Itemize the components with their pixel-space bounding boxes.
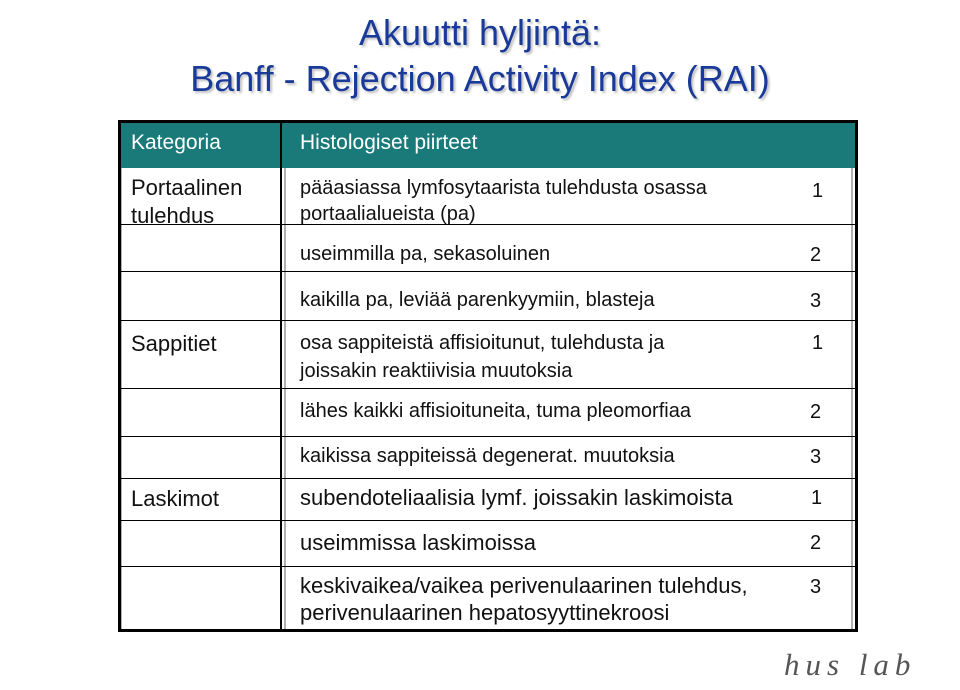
slide-title-line2: Banff - Rejection Activity Index (RAI): [190, 58, 770, 99]
feature-text: keskivaikea/vaikea perivenulaarinen tulehdus,: [300, 573, 748, 598]
score: 1: [811, 487, 823, 509]
rai-table: [118, 120, 858, 632]
score: 2: [810, 401, 822, 423]
score: 2: [810, 244, 822, 266]
category-portaalinen-line1: Portaalinen: [131, 175, 243, 200]
row-separator: [121, 566, 855, 567]
feature-text: osa sappiteistä affisioitunut, tulehdusta ja: [300, 332, 665, 354]
table-header: [121, 123, 855, 168]
feature-text: useimmilla pa, sekasoluinen: [300, 243, 551, 265]
score: 1: [812, 180, 824, 202]
grid-line: [121, 168, 122, 629]
grid-line: [284, 168, 286, 629]
score: 1: [812, 332, 824, 354]
score: 3: [810, 290, 822, 312]
grid-line: [851, 168, 853, 629]
column-separator: [280, 123, 282, 629]
score: 3: [810, 576, 822, 598]
hus-lab-logo: hus lab: [784, 647, 917, 682]
feature-text: useimmissa laskimoissa: [300, 530, 536, 555]
feature-text: kaikissa sappiteissä degenerat. muutoksia: [300, 445, 675, 467]
feature-text: subendoteliaalisia lymf. joissakin laskimoista: [300, 485, 733, 510]
feature-text: perivenulaarinen hepatosyyttinekroosi: [300, 600, 670, 625]
feature-text: portaalialueista (pa): [300, 203, 476, 225]
category-portaalinen-line2: tulehdus: [131, 203, 215, 228]
header-histologiset-piirteet: Histologiset piirteet: [300, 131, 478, 154]
feature-text: lähes kaikki affisioituneita, tuma pleomorfiaa: [300, 400, 691, 422]
slide-title-line1: Akuutti hyljintä:: [358, 12, 602, 53]
row-separator: [121, 271, 855, 272]
row-separator: [121, 388, 855, 389]
category-sappitiet: Sappitiet: [131, 331, 217, 356]
score: 2: [810, 532, 822, 554]
row-separator: [121, 320, 855, 321]
feature-text: joissakin reaktiivisia muutoksia: [300, 360, 573, 382]
feature-text: pääasiassa lymfosytaarista tulehdusta osassa: [300, 177, 707, 199]
category-laskimot: Laskimot: [131, 486, 220, 511]
header-kategoria: Kategoria: [131, 131, 221, 154]
row-separator: [121, 436, 855, 437]
row-separator: [121, 520, 855, 521]
score: 3: [810, 446, 822, 468]
row-separator: [121, 478, 855, 479]
row-separator: [121, 224, 855, 225]
feature-text: kaikilla pa, leviää parenkyymiin, blasteja: [300, 289, 655, 311]
